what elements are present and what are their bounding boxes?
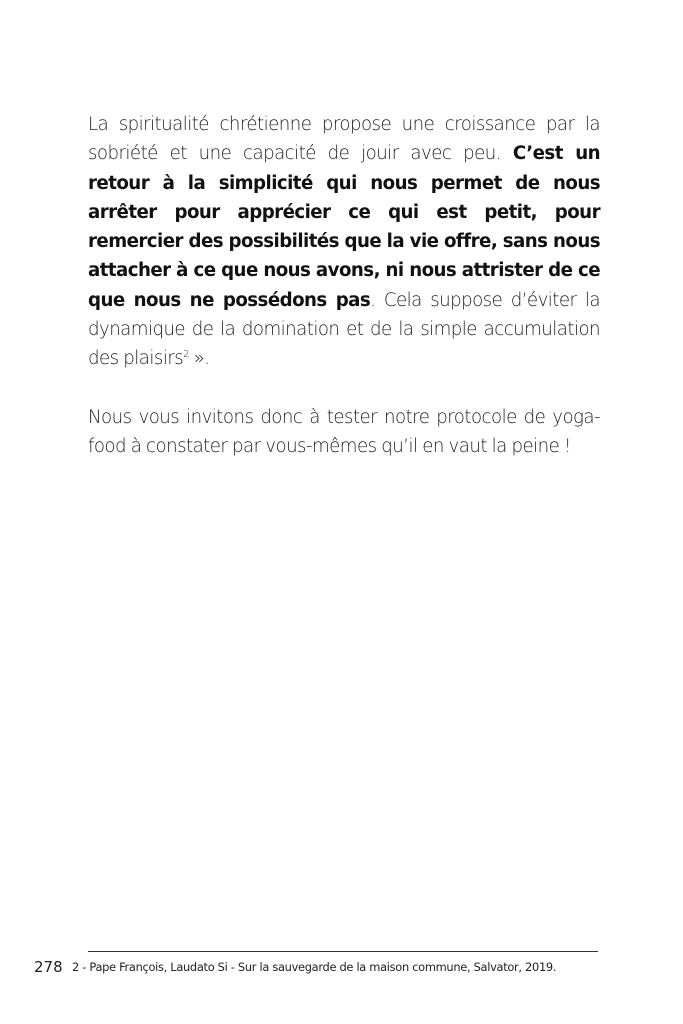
quote-closing: ». [188,348,210,370]
footnote-divider [88,951,598,952]
main-text [88,110,600,462]
bold-quote: C’est un retour à la simplicité qui nous permet de nous arrêter pour apprécier ce qui est petit, pour remercier des possibilités que la vie offre, sans nous attacher à ce que nous avons, ni nous attrister de ce que nous ne possédons pas [88,143,601,311]
footnote-marker[interactable]: 2 [183,349,189,361]
paragraph-continuation: . Cela suppose d’éviter la dynamique de la domination et de la simple accumulation des plaisirs [88,289,600,370]
page-number: 278 [34,958,63,976]
paragraph-sobriety [88,110,600,374]
paragraph-invitation: Nous vous invitons donc à tester notre protocole de yoga-food à constater par vous-mêmes qu’il en vaut la peine ! [88,406,600,458]
paragraph-intro: La spiritualité chrétienne propose une croissance par la sobriété et une capacité de jouir avec peu. [88,114,600,165]
footnote: 2 - Pape François, Laudato Si - Sur la sauvegarde de la maison commune, Salvator, 2019. [72,960,557,974]
